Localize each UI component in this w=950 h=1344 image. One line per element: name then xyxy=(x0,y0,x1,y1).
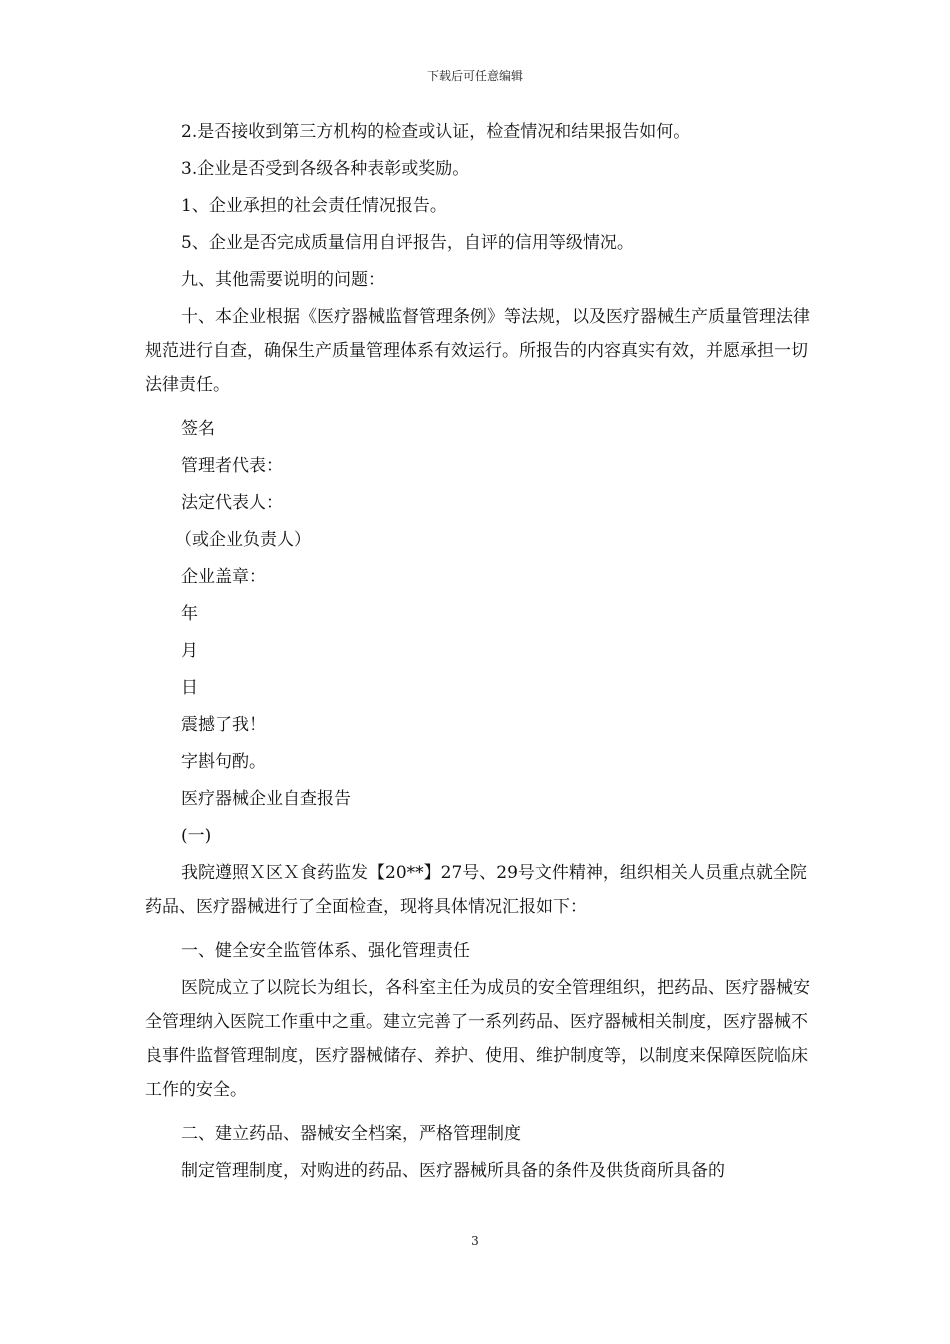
paragraph: 医院成立了以院长为组长，各科室主任为成员的安全管理组织，把药品、医疗器械安全管理纳入医院工作重中之重。建立完善了一系列药品、医疗器械相关制度，医疗器械不良事件监督管理制度，医疗器械储存、养护、使用、维护制度等，以制度来保障医院临床工作的安全。 xyxy=(145,978,810,1100)
paragraph: 一、健全安全监管体系、强化管理责任 xyxy=(181,941,470,961)
paragraph: 震撼了我！ xyxy=(181,715,266,735)
paragraph: 5、企业是否完成质量信用自评报告，自评的信用等级情况。 xyxy=(181,233,634,253)
document-body xyxy=(145,122,810,1198)
paragraph: 法定代表人： xyxy=(181,493,283,513)
paragraph: 我院遵照Ｘ区Ｘ食药监发【20**】27号、29号文件精神，组织相关人员重点就全院药品、医疗器械进行了全面检查，现将具体情况汇报如下： xyxy=(145,863,807,917)
paragraph: 十、本企业根据《医疗器械监督管理条例》等法规，以及医疗器械生产质量管理法律规范进行自查，确保生产质量管理体系有效运行。所报告的内容真实有效，并愿承担一切法律责任。 xyxy=(145,307,810,395)
paragraph: 医疗器械企业自查报告 xyxy=(181,789,351,809)
paragraph: 签名 xyxy=(181,419,215,439)
page-header: 下载后可任意编辑 xyxy=(426,69,523,83)
paragraph: 日 xyxy=(181,678,198,698)
paragraph: 制定管理制度，对购进的药品、医疗器械所具备的条件及供货商所具备的 xyxy=(181,1161,725,1181)
paragraph: 年 xyxy=(181,604,198,624)
paragraph: 3.企业是否受到各级各种表彰或奖励。 xyxy=(181,159,470,179)
paragraph: (一) xyxy=(181,826,212,846)
paragraph: 二、建立药品、器械安全档案，严格管理制度 xyxy=(181,1124,521,1144)
paragraph: 2.是否接收到第三方机构的检查或认证，检查情况和结果报告如何。 xyxy=(181,122,691,142)
page-number: 3 xyxy=(471,1234,479,1248)
paragraph: （或企业负责人） xyxy=(175,530,311,550)
paragraph: 管理者代表： xyxy=(181,456,283,476)
paragraph: 月 xyxy=(181,641,198,661)
paragraph: 九、其他需要说明的问题： xyxy=(181,270,385,290)
paragraph: 企业盖章： xyxy=(181,567,266,587)
paragraph: 1、企业承担的社会责任情况报告。 xyxy=(181,196,447,216)
paragraph: 字斟句酌。 xyxy=(181,752,266,772)
